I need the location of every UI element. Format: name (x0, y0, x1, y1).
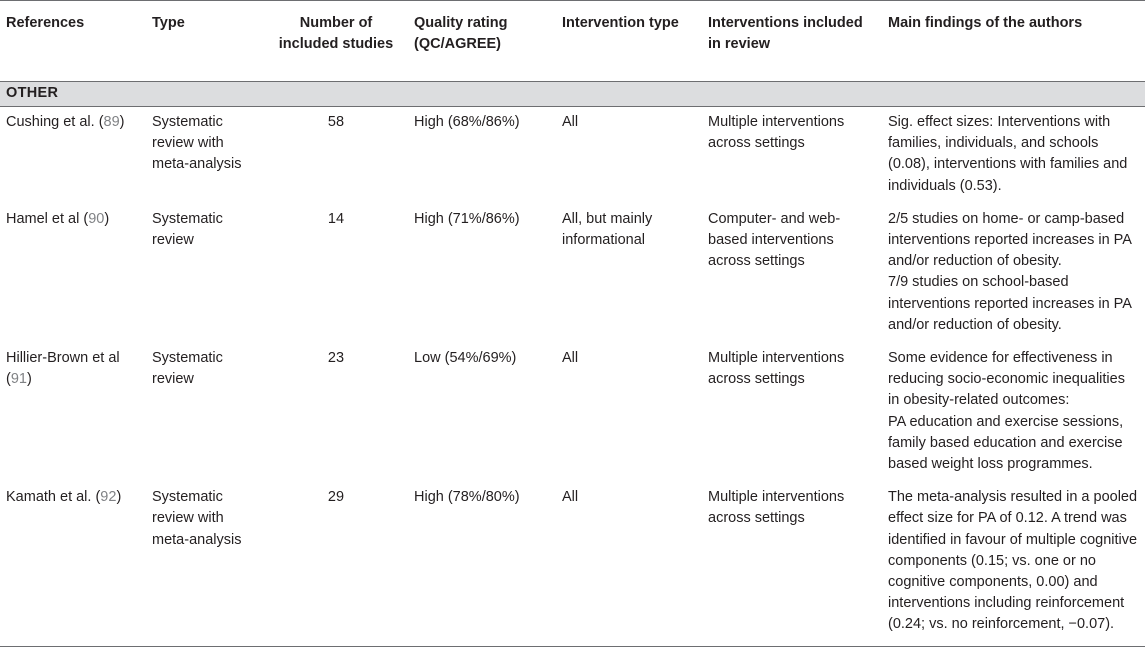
cell-intervention-type: All (562, 350, 579, 367)
cell-intervention-type: All, but mainly informational (562, 210, 653, 249)
reference-close: ) (116, 489, 122, 506)
section-row (0, 82, 1145, 107)
cell-reference (0, 107, 146, 204)
table-row (0, 343, 1145, 482)
cell-intervention-type: All (556, 482, 702, 646)
reference-close: ) (26, 371, 32, 388)
cell-number: 23 (327, 350, 345, 367)
reference-author: Kamath et al. ( (6, 489, 101, 506)
reference-author: Cushing et al. ( (6, 114, 104, 130)
cell-quality: High (71%/86%) (414, 210, 520, 227)
cell-type: Systematic review (152, 210, 223, 249)
table-row (0, 482, 1145, 646)
header-row (0, 1, 1145, 64)
cell-findings: Some evidence for effectiveness in reducing socio-economic inequalities in obesity-related outcomes: PA education and exercise sessions, family based education and exercise based weight loss programmes. (888, 350, 1125, 473)
table-row (0, 204, 1145, 343)
cell-findings: Sig. effect sizes: Interventions with families, individuals, and schools (0.08), interventions with families and individuals (0.53). (888, 114, 1128, 194)
cell-number: 14 (327, 210, 345, 227)
cell-interventions-included: Multiple interventions across settings (708, 114, 845, 152)
reference-close: ) (119, 114, 125, 130)
cell-reference (0, 204, 146, 343)
cell-interventions-included: Computer- and web-based interventions across settings (708, 210, 841, 270)
header-findings: Main findings of the authors (888, 15, 1083, 31)
cell-type: Systematic review with meta-analysis (152, 114, 242, 173)
table-row (0, 107, 1145, 204)
cell-type: Systematic review with meta-analysis (146, 482, 264, 646)
header-references: References (6, 15, 85, 31)
cell-quality: High (68%/86%) (414, 114, 520, 130)
reference-author: Hillier-Brown et al ( (6, 350, 120, 388)
reference-link[interactable]: 91 (10, 371, 27, 388)
reference-author: Hamel et al ( (6, 210, 89, 227)
header-quality: Quality rating (QC/AGREE) (414, 15, 508, 52)
cell-reference (0, 482, 146, 646)
header-interventions-included: Interventions included in review (708, 15, 863, 52)
header-spacer (0, 63, 1145, 82)
cell-reference (0, 343, 146, 482)
cell-interventions-included: Multiple interventions across settings (702, 482, 882, 646)
cell-findings: 2/5 studies on home- or camp-based interventions reported increases in PA and/or reduction of obesity. 7/9 studies on school-based interventions reported increases in PA and/or reduction of obesity. (888, 210, 1132, 333)
cell-number: 58 (327, 114, 345, 130)
section-label: OTHER (0, 82, 1145, 107)
cell-findings: The meta-analysis resulted in a pooled effect size for PA of 0.12. A trend was identified in favour of multiple cognitive components (0.15; vs. one or no cognitive components, 0.00) and interventions including reinforcement (0.24; vs. no reinforcement, −0.07). (882, 482, 1145, 646)
cell-quality: High (78%/80%) (408, 482, 556, 646)
header-intervention-type: Intervention type (562, 15, 679, 31)
header-number: Number of included studies (278, 15, 394, 52)
reference-link[interactable]: 90 (88, 210, 105, 227)
reference-link[interactable]: 92 (100, 489, 117, 506)
reference-close: ) (104, 210, 110, 227)
cell-type: Systematic review (152, 350, 223, 388)
header-type: Type (152, 15, 185, 31)
cell-quality: Low (54%/69%) (414, 350, 517, 367)
cell-intervention-type: All (562, 114, 579, 130)
cell-interventions-included: Multiple interventions across settings (708, 350, 845, 388)
reference-link[interactable]: 89 (103, 114, 120, 130)
cell-number: 29 (264, 482, 408, 646)
